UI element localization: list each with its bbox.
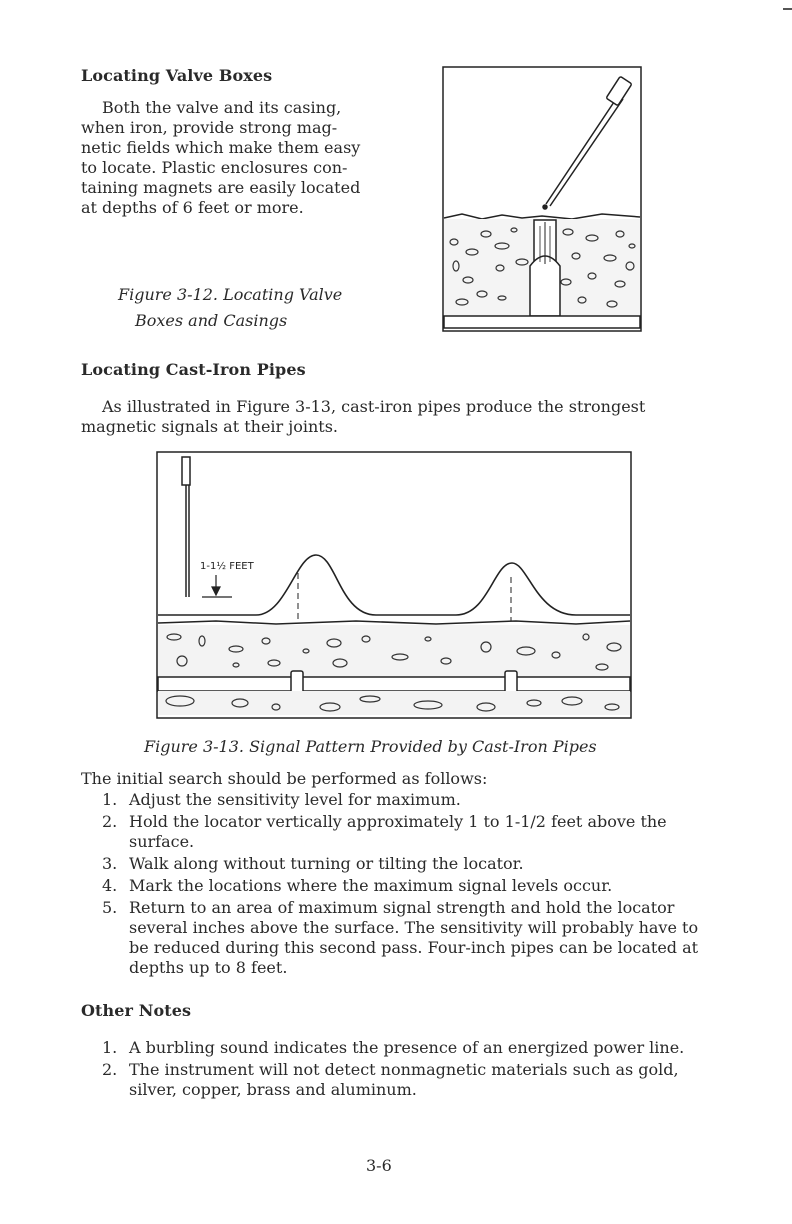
line: taining magnets are easily located	[81, 178, 361, 197]
line: Both the valve and its casing,	[102, 98, 342, 117]
list-item	[81, 812, 701, 852]
item-number: 2.	[102, 812, 118, 831]
height-label: 1-1½ FEET	[200, 561, 254, 572]
item-text: The instrument will not detect nonmagnetic materials such as gold, silver, copper, brass and aluminum.	[129, 1060, 679, 1099]
paragraph-cast-iron-pipes: As illustrated in Figure 3-13, cast-iron pipes produce the strongest magnetic signals at their joints.	[81, 397, 646, 436]
line: to locate. Plastic enclosures con-	[81, 158, 348, 177]
search-steps-list	[81, 790, 701, 980]
item-number: 1.	[102, 790, 118, 809]
heading-other-notes: Other Notes	[81, 1001, 192, 1020]
item-text: A burbling sound indicates the presence of an energized power line.	[129, 1038, 685, 1057]
item-text: Walk along without turning or tilting the locator.	[129, 854, 524, 873]
figure-3-12-valve-box-illustration	[442, 66, 642, 332]
item-number: 5.	[102, 898, 118, 917]
heading-cast-iron-pipes: Locating Cast-Iron Pipes	[81, 360, 306, 379]
page-number: 3-6	[366, 1156, 392, 1175]
figure-3-12-caption	[118, 282, 378, 334]
list-item	[81, 854, 701, 874]
valve-casing	[530, 220, 560, 316]
line: when iron, provide strong mag-	[81, 118, 338, 137]
figure-3-13-caption: Figure 3-13. Signal Pattern Provided by Cast-Iron Pipes	[144, 737, 597, 756]
page-edge	[780, 0, 792, 1224]
caption-line: Boxes and Casings	[135, 311, 288, 330]
caption-line: Figure 3-12. Locating Valve	[118, 285, 343, 304]
item-number: 4.	[102, 876, 118, 895]
list-item	[81, 876, 701, 896]
list-item	[81, 1038, 701, 1058]
item-text: Hold the locator vertically approximately 1 to 1-1/2 feet above the surface.	[129, 812, 667, 851]
list-item	[81, 898, 701, 978]
paragraph-valve-boxes	[81, 98, 381, 218]
line: netic fields which make them easy	[81, 138, 361, 157]
item-text: Mark the locations where the maximum signal levels occur.	[129, 876, 613, 895]
line: at depths of 6 feet or more.	[81, 198, 304, 217]
search-intro: The initial search should be performed as follows:	[81, 769, 488, 788]
item-text: Adjust the sensitivity level for maximum.	[129, 790, 461, 809]
item-number: 1.	[102, 1038, 118, 1057]
list-item	[81, 1060, 701, 1100]
water-pipe	[444, 316, 640, 328]
item-number: 2.	[102, 1060, 118, 1079]
page-edge-mark	[783, 8, 792, 10]
list-item	[81, 790, 701, 810]
item-number: 3.	[102, 854, 118, 873]
item-text: Return to an area of maximum signal strength and hold the locator several inches above the surface. The sensitivity will probably have to be reduced during this second pass. Four-inch pipes can be located at depths up to 8 feet.	[129, 898, 699, 977]
heading-valve-boxes: Locating Valve Boxes	[81, 66, 273, 85]
other-notes-list	[81, 1038, 701, 1102]
figure-3-13-signal-pattern-illustration	[156, 451, 632, 719]
